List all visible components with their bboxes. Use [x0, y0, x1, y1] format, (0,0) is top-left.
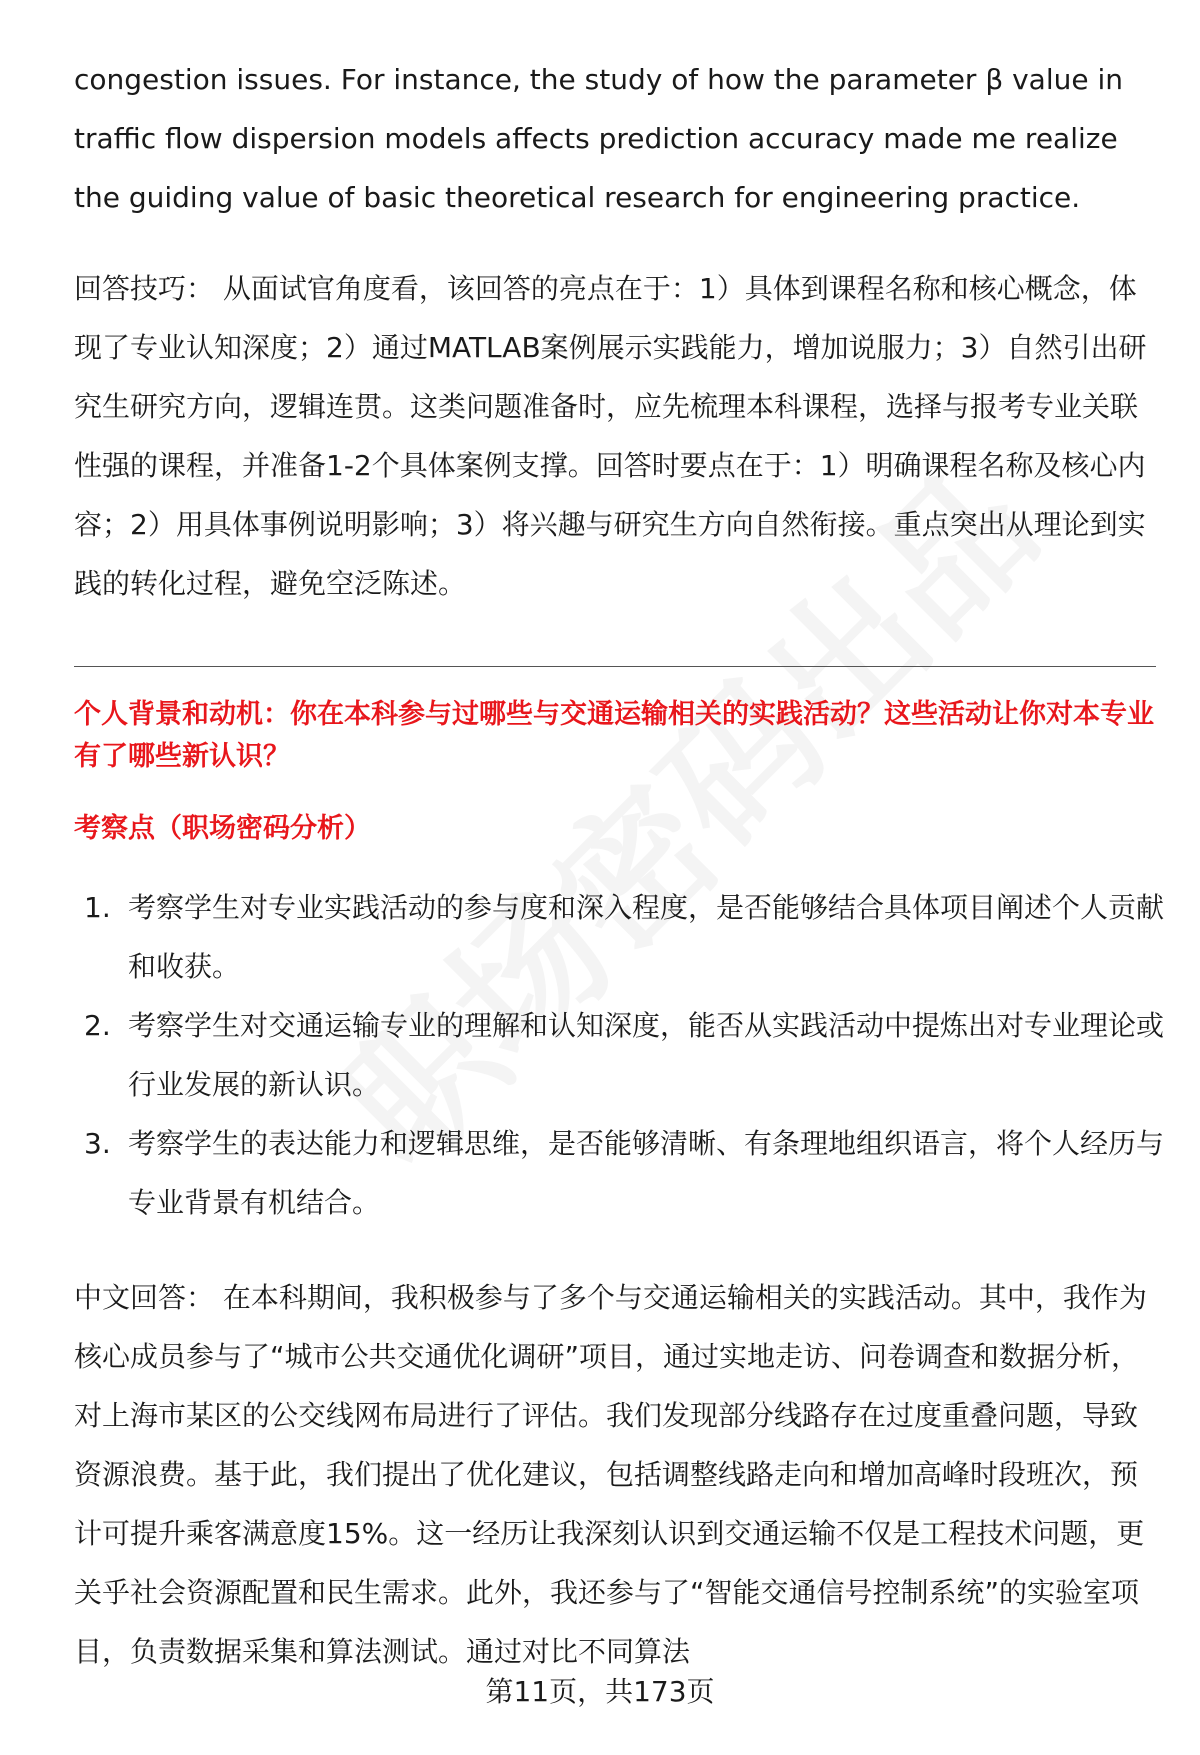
list-item	[74, 996, 1164, 1114]
focus-points-list	[74, 878, 1164, 1232]
intro-paragraph: congestion issues. For instance, the study of how the parameter β value in traffic flow dispersion models affects prediction accuracy made me realize the guiding value of basic theoretical research for engineering practice.	[74, 63, 1124, 214]
interview-question: 个人背景和动机：你在本科参与过哪些与交通运输相关的实践活动？这些活动让你对本专业有了哪些新认识？	[74, 699, 1154, 772]
chinese-answer-paragraph: 中文回答： 在本科期间，我积极参与了多个与交通运输相关的实践活动。其中，我作为核心成员参与了“城市公共交通优化调研”项目，通过实地走访、问卷调查和数据分析，对上海市某区的公交线网布局进行了评估。我们发现部分线路存在过度重叠问题，导致资源浪费。基于此，我们提出了优化建议，包括调整线路走向和增加高峰时段班次，预计可提升乘客满意度15%。这一经历让我深刻认识到交通运输不仅是工程技术问题，更关乎社会资源配置和民生需求。此外，我还参与了“智能交通信号控制系统”的实验室项目，负责数据采集和算法测试。通过对比不同算法	[74, 1281, 1147, 1668]
list-item-number: 1.	[84, 891, 111, 924]
list-item-text: 考察学生对交通运输专业的理解和认知深度，能否从实践活动中提炼出对专业理论或行业发展的新认识。	[128, 1009, 1165, 1101]
list-item-text: 考察学生对专业实践活动的参与度和深入程度，是否能够结合具体项目阐述个人贡献和收获。	[128, 891, 1165, 983]
focus-heading: 考察点（职场密码分析）	[74, 813, 371, 844]
answer-tips-paragraph: 回答技巧： 从面试官角度看，该回答的亮点在于：1）具体到课程名称和核心概念，体现了专业认知深度；2）通过MATLAB案例展示实践能力，增加说服力；3）自然引出研究生研究方向，逻辑连贯。这类问题准备时，应先梳理本科课程，选择与报考专业关联性强的课程，并准备1-2个具体案例支撑。回答时要点在于：1）明确课程名称及核心内容；2）用具体事例说明影响；3）将兴趣与研究生方向自然衔接。重点突出从理论到实践的转化过程，避免空泛陈述。	[74, 272, 1147, 600]
section-divider	[74, 666, 1156, 667]
list-item-number: 3.	[84, 1127, 111, 1160]
list-item	[74, 1114, 1164, 1232]
list-item	[74, 878, 1164, 996]
page-number: 第11页，共173页	[485, 1675, 715, 1708]
list-item-text: 考察学生的表达能力和逻辑思维，是否能够清晰、有条理地组织语言，将个人经历与专业背景有机结合。	[128, 1127, 1165, 1219]
list-item-number: 2.	[84, 1009, 111, 1042]
